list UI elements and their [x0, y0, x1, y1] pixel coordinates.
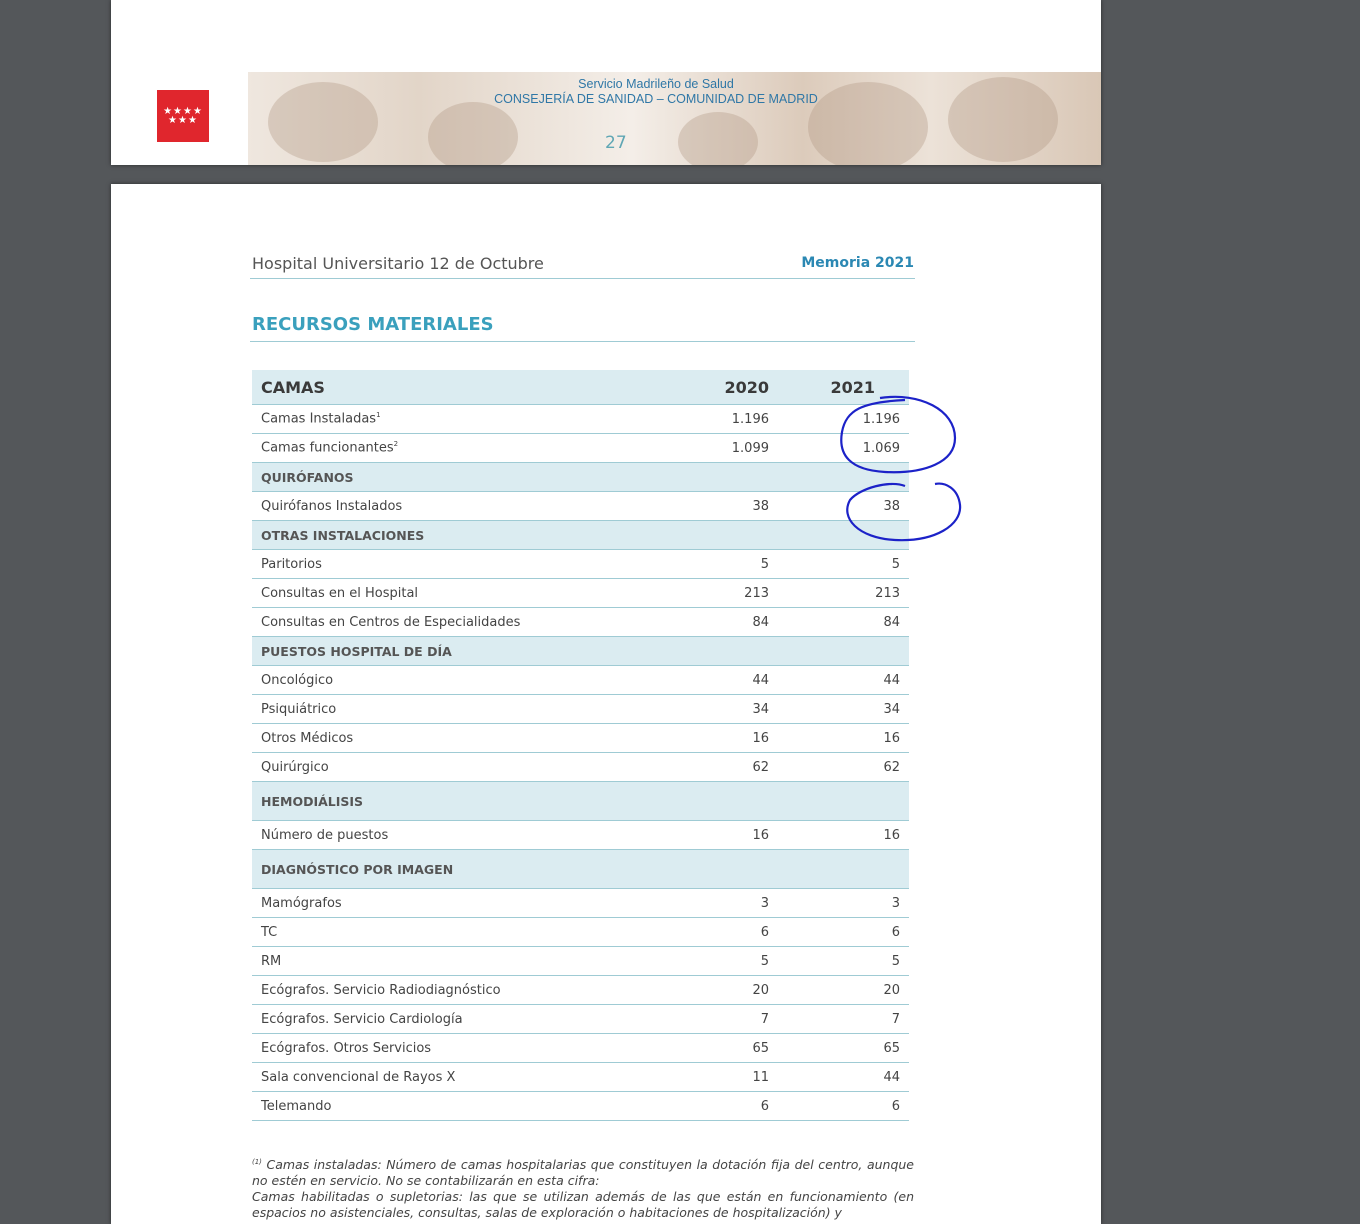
row-label-text: Ecógrafos. Servicio Radiodiagnóstico [261, 982, 501, 998]
row-label [252, 976, 672, 1005]
value-2020: 38 [672, 492, 778, 521]
row-label-text: Sala convencional de Rayos X [261, 1069, 456, 1085]
row-label-text: Psiquiátrico [261, 701, 337, 717]
table-header-row [252, 370, 909, 405]
table-row [252, 753, 909, 782]
value-2020: 16 [672, 724, 778, 753]
row-label [252, 1063, 672, 1092]
value-2021: 20 [778, 976, 909, 1005]
row-label-text: Consultas en el Hospital [261, 585, 419, 601]
row-label-text: Quirúrgico [261, 759, 329, 775]
value-2021: 62 [778, 753, 909, 782]
header-consejeria: CONSEJERÍA DE SANIDAD – COMUNIDAD DE MADRID [494, 92, 818, 106]
row-label-footnote-ref: 1 [376, 411, 381, 420]
section-label: DIAGNÓSTICO POR IMAGEN [252, 850, 909, 889]
value-2021: 3 [778, 889, 909, 918]
table-row [252, 1034, 909, 1063]
row-label [252, 405, 672, 434]
row-label-text: Camas Instaladas [261, 411, 377, 427]
row-label-text: Quirófanos Instalados [261, 498, 403, 514]
footnote-marker: (1) [252, 1158, 262, 1166]
document-memoria-label: Memoria 2021 [801, 255, 914, 271]
value-2020: 16 [672, 821, 778, 850]
table-row [252, 550, 909, 579]
table-row [252, 434, 909, 463]
row-label [252, 821, 672, 850]
logo-stars-icon: ★★★★ ★★★ [163, 106, 203, 126]
table-row [252, 695, 909, 724]
value-2020: 62 [672, 753, 778, 782]
section-label: OTRAS INSTALACIONES [252, 521, 909, 550]
row-label-text: Ecógrafos. Otros Servicios [261, 1040, 432, 1056]
current-page [111, 184, 1101, 1224]
row-label-text: TC [261, 924, 278, 940]
row-label [252, 1034, 672, 1063]
footnote [252, 1154, 914, 1221]
row-label [252, 947, 672, 976]
row-label-footnote-ref: 2 [393, 440, 399, 449]
row-label [252, 753, 672, 782]
header-divider [250, 278, 915, 279]
value-2020: 6 [672, 1092, 778, 1121]
table-row [252, 918, 909, 947]
document-hospital-title: Hospital Universitario 12 de Octubre [252, 254, 544, 273]
section-title: RECURSOS MATERIALES [252, 314, 494, 335]
table-row [252, 947, 909, 976]
row-label [252, 695, 672, 724]
value-2021: 44 [778, 1063, 909, 1092]
header-year-2020: 2020 [672, 370, 778, 405]
row-label [252, 1092, 672, 1121]
table-row [252, 1005, 909, 1034]
value-2021: 6 [778, 1092, 909, 1121]
row-label [252, 889, 672, 918]
section-label: HEMODIÁLISIS [252, 782, 909, 821]
footnote-text-2: Camas habilitadas o supletorias: las que se utilizan además de las que están en funcionamiento (en espacios no asistenciales, consultas, salas de exploración o habitaciones de hospitalización) y [252, 1189, 914, 1221]
table-section-row [252, 637, 909, 666]
row-label [252, 666, 672, 695]
table-row [252, 724, 909, 753]
previous-page [111, 0, 1101, 165]
row-label [252, 1005, 672, 1034]
table-section-row [252, 850, 909, 889]
section-divider [250, 341, 915, 342]
value-2021: 1.196 [778, 405, 909, 434]
value-2021: 16 [778, 724, 909, 753]
table-section-row [252, 463, 909, 492]
row-label-text: Mamógrafos [261, 895, 342, 911]
row-label [252, 492, 672, 521]
value-2021: 44 [778, 666, 909, 695]
row-label-text: Camas funcionantes [261, 440, 394, 456]
row-label-text: Consultas en Centros de Especialidades [261, 614, 521, 630]
row-label-text: Ecógrafos. Servicio Cardiología [261, 1011, 463, 1027]
table-row [252, 608, 909, 637]
value-2020: 6 [672, 918, 778, 947]
table-row [252, 821, 909, 850]
row-label [252, 550, 672, 579]
value-2021: 6 [778, 918, 909, 947]
value-2021: 38 [778, 492, 909, 521]
table-row [252, 666, 909, 695]
row-label-text: Paritorios [261, 556, 322, 572]
page-number: 27 [605, 133, 627, 153]
value-2021: 34 [778, 695, 909, 724]
value-2020: 11 [672, 1063, 778, 1092]
row-label-text: RM [261, 953, 282, 969]
header-year-2021: 2021 [778, 370, 909, 405]
header-camas: CAMAS [252, 370, 672, 405]
value-2020: 5 [672, 947, 778, 976]
value-2020: 213 [672, 579, 778, 608]
row-label [252, 434, 672, 463]
value-2021: 84 [778, 608, 909, 637]
row-label [252, 724, 672, 753]
row-label-text: Otros Médicos [261, 730, 354, 746]
row-label-text: Número de puestos [261, 827, 389, 843]
value-2020: 5 [672, 550, 778, 579]
row-label-text: Oncológico [261, 672, 334, 688]
value-2021: 65 [778, 1034, 909, 1063]
value-2020: 20 [672, 976, 778, 1005]
section-label: QUIRÓFANOS [252, 463, 909, 492]
value-2021: 16 [778, 821, 909, 850]
table-row [252, 492, 909, 521]
value-2021: 7 [778, 1005, 909, 1034]
value-2020: 1.196 [672, 405, 778, 434]
table-row [252, 579, 909, 608]
section-label: PUESTOS HOSPITAL DE DÍA [252, 637, 909, 666]
value-2021: 213 [778, 579, 909, 608]
table-row [252, 976, 909, 1005]
table-row [252, 405, 909, 434]
header-service-name: Servicio Madrileño de Salud [578, 77, 734, 91]
row-label [252, 608, 672, 637]
value-2020: 34 [672, 695, 778, 724]
resources-table [252, 370, 909, 1121]
table-section-row [252, 782, 909, 821]
value-2020: 3 [672, 889, 778, 918]
value-2020: 44 [672, 666, 778, 695]
table-row [252, 1063, 909, 1092]
value-2020: 65 [672, 1034, 778, 1063]
value-2020: 84 [672, 608, 778, 637]
value-2021: 1.069 [778, 434, 909, 463]
row-label [252, 579, 672, 608]
table-row [252, 1092, 909, 1121]
row-label [252, 918, 672, 947]
footnote-text-1: Camas instaladas: Número de camas hospitalarias que constituyen la dotación fija del centro, aunque no estén en servicio. No se contabilizarán en esta cifra: [252, 1157, 914, 1189]
value-2020: 7 [672, 1005, 778, 1034]
table-row [252, 889, 909, 918]
row-label-text: Telemando [261, 1098, 332, 1114]
table-section-row [252, 521, 909, 550]
value-2021: 5 [778, 550, 909, 579]
value-2021: 5 [778, 947, 909, 976]
value-2020: 1.099 [672, 434, 778, 463]
